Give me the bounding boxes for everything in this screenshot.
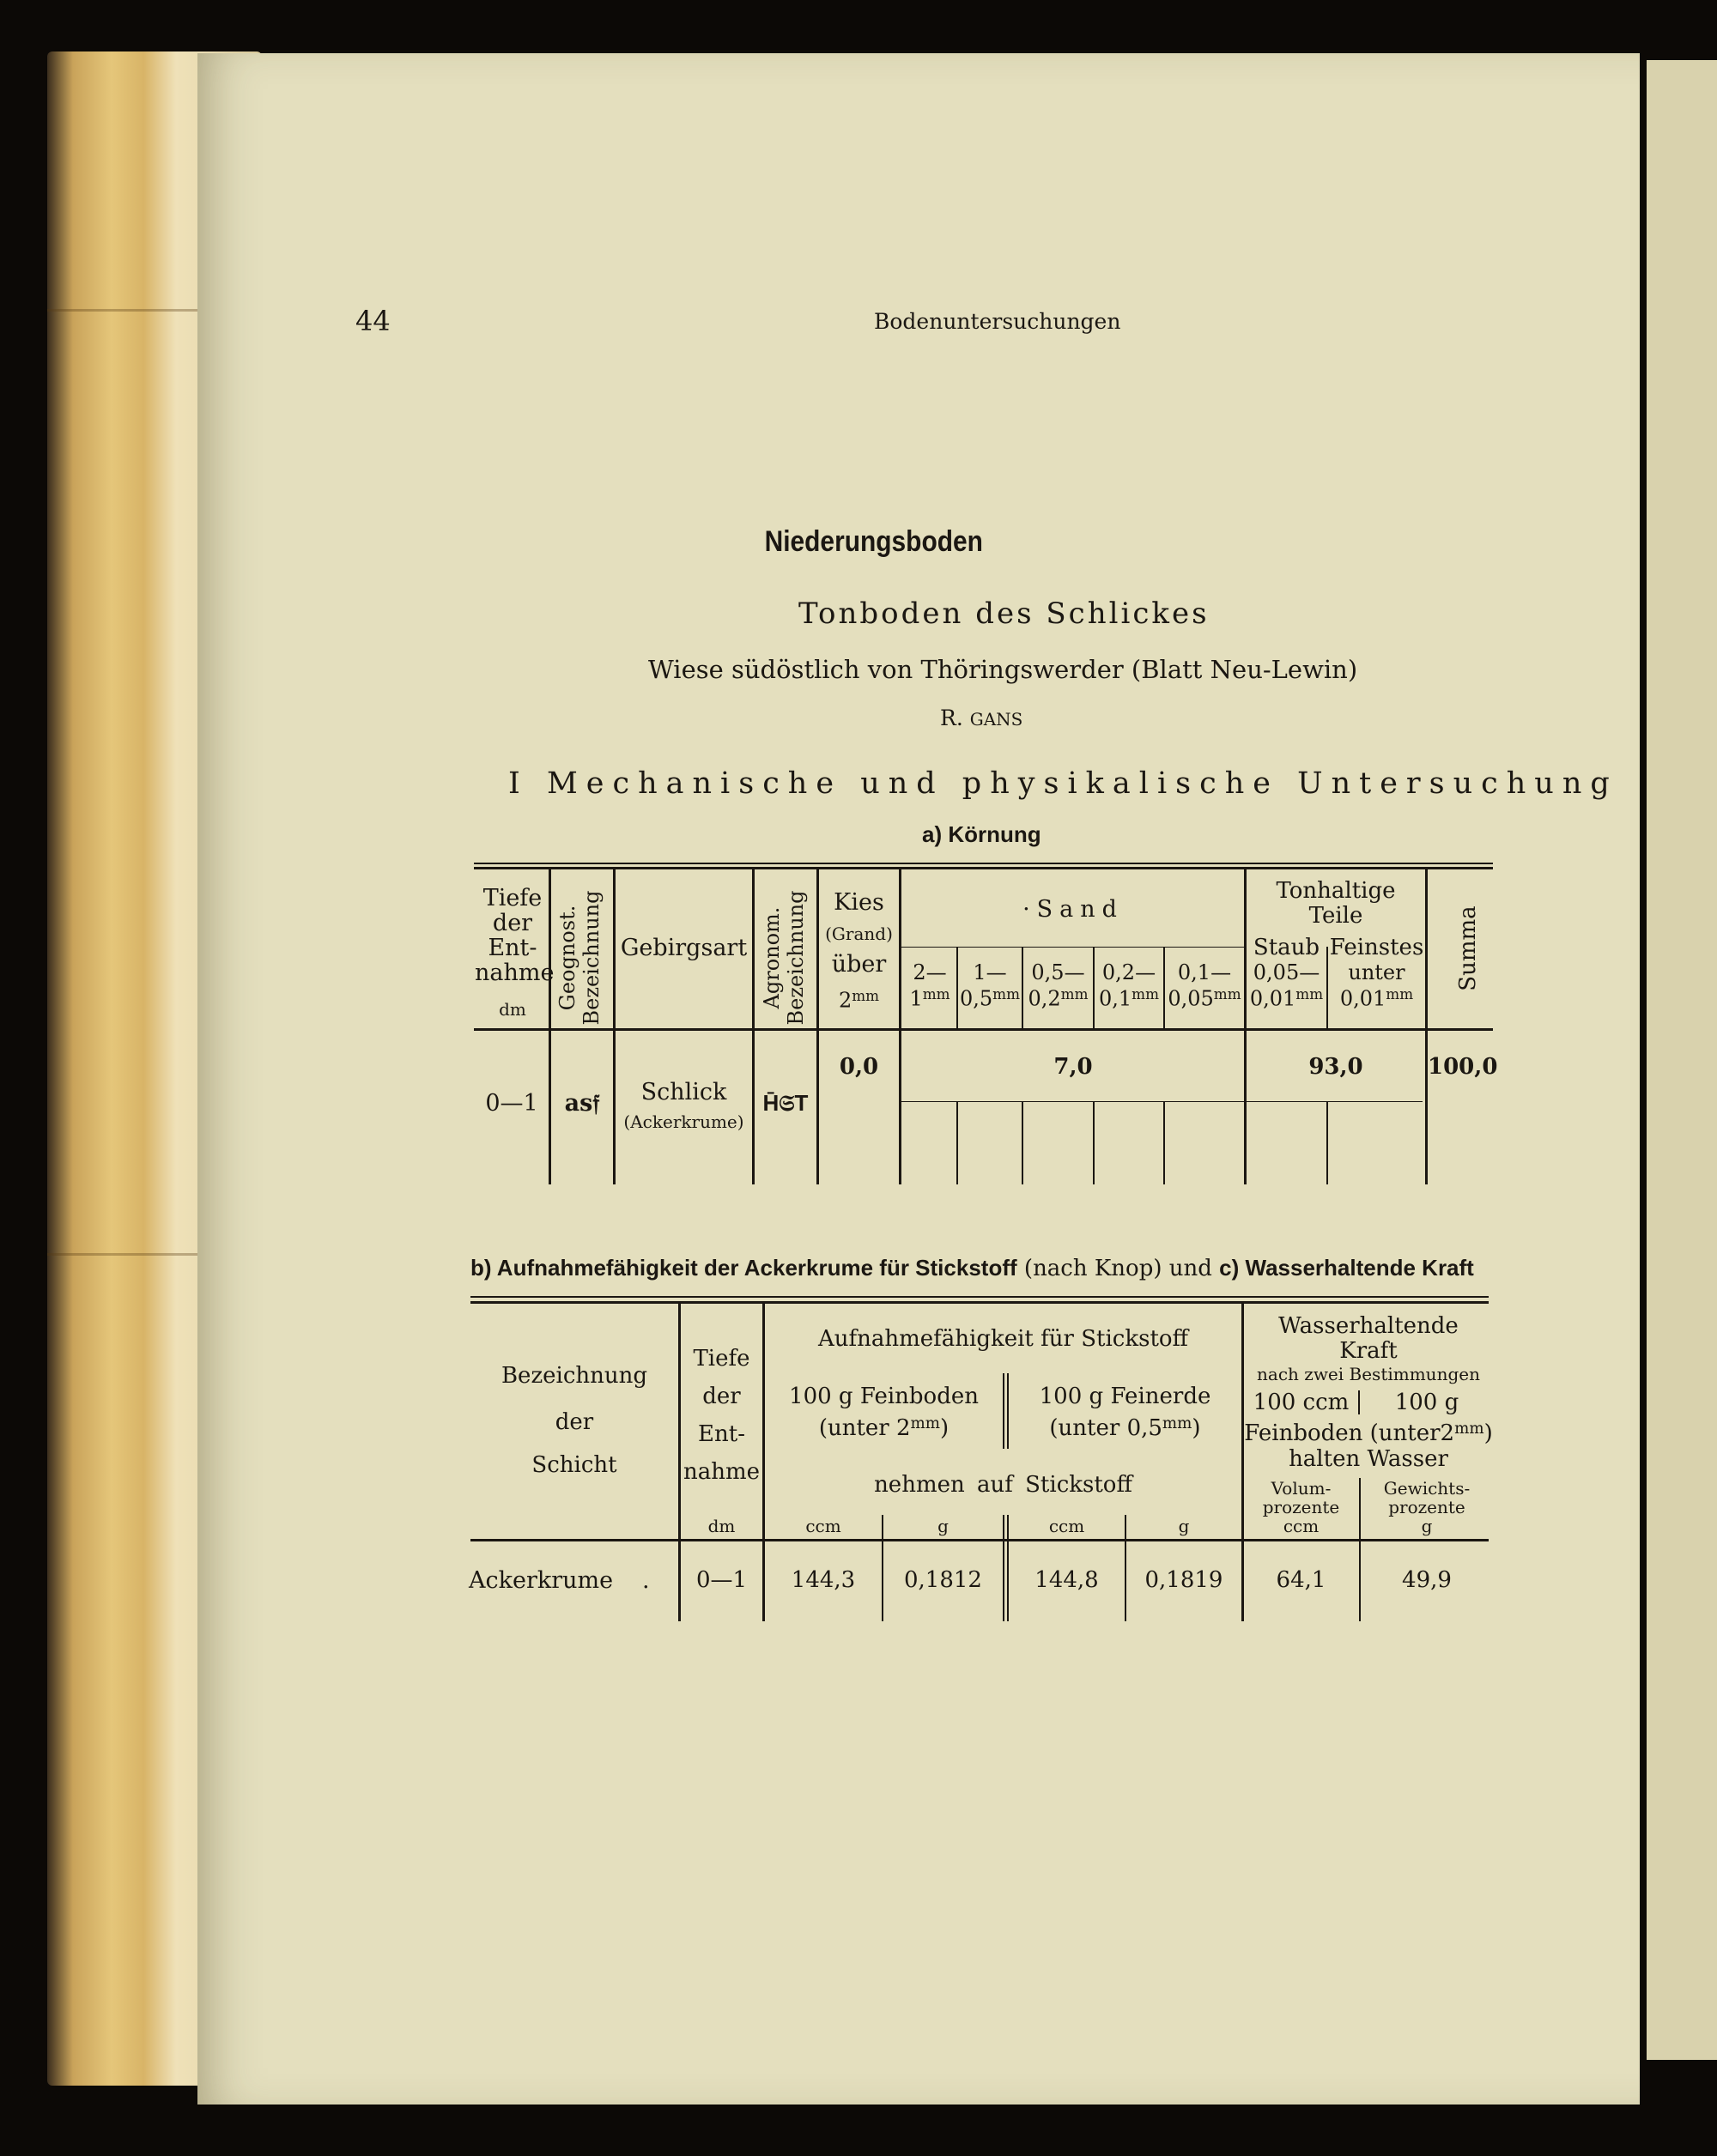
subsection-c-bold: c) Wasserhaltende Kraft: [1219, 1255, 1474, 1281]
subsection-b-bold: b) Aufnahmefähigkeit der Ackerkrume für Stickstoff: [470, 1255, 1017, 1281]
t1-header-staub-unit: mm: [1295, 985, 1324, 1002]
t2-header-erde-2-unit: mm: [1162, 1414, 1192, 1432]
t2-header-tiefe-2: der: [702, 1384, 741, 1409]
t1-header-kies-4: [819, 989, 899, 1011]
t2-header-gew-1: Gewichts-: [1383, 1478, 1471, 1499]
t2-header-wass-feinboden: [1244, 1420, 1493, 1447]
t1-header-sand: ·Sand: [1022, 896, 1124, 923]
t1-header-tiefe-unit: dm: [499, 999, 526, 1020]
subsection-a-heading: a) Körnung: [922, 821, 1041, 847]
adjacent-page: [1647, 60, 1717, 2060]
t1-header-staub-3: [1247, 987, 1326, 1009]
t2-header-wass-feinboden-unit: mm: [1454, 1420, 1484, 1438]
t1-header-tiefe-2: der: [492, 910, 533, 936]
t1-header-geognost-1: Geognost.: [555, 905, 579, 1011]
author: [940, 706, 1022, 730]
sand-col-3-unit: mm: [1060, 985, 1089, 1002]
t1-header-staub-2: 0,05—: [1253, 960, 1320, 984]
t2-header-bez-3: Schicht: [531, 1452, 617, 1478]
section-heading: I Mechanische und physikalische Untersuchung: [508, 766, 1618, 801]
t2-header-gew-2: prozente: [1388, 1497, 1465, 1517]
main-title: Niederungsboden: [764, 525, 983, 558]
sand-col-4-bottom-value: 0,1: [1099, 986, 1132, 1011]
t2-header-bez-2: der: [555, 1409, 594, 1435]
t1-row-gebirgsart-2: (Ackerkrume): [623, 1111, 744, 1132]
t1-header-tiefe-4: nahme: [475, 960, 555, 986]
author-name: GANS: [969, 709, 1023, 730]
t2-header-wass-feinboden-text: Feinboden (unter2: [1244, 1420, 1455, 1447]
t1-header-staub-1: Staub: [1253, 935, 1320, 960]
t2-header-erde-2: [1009, 1414, 1241, 1442]
sand-col-1-bottom: [901, 987, 958, 1009]
t2-row-dot: .: [642, 1567, 650, 1594]
t2-row-tiefe: 0—1: [695, 1567, 748, 1593]
t2-header-boden-2-unit: mm: [910, 1414, 941, 1432]
t1-row-gebirgsart-1: Schlick: [640, 1079, 727, 1105]
t2-header-tiefe-unit: dm: [707, 1516, 736, 1536]
t1-header-kies-4-unit: mm: [852, 987, 880, 1004]
t2-header-aufn: Aufnahmefähigkeit für Stickstoff: [817, 1326, 1189, 1352]
t2-header-wass-feinboden-close: ): [1483, 1420, 1493, 1447]
t2-header-erde-2-close: ): [1192, 1415, 1201, 1442]
t2-unit-g-2: g: [1178, 1516, 1190, 1536]
t2-header-vol-2: prozente: [1262, 1497, 1340, 1517]
t1-header-tiefe-3: Ent-: [488, 935, 537, 961]
location-line: Wiese südöstlich von Thöringswerder (Blatt Neu-Lewin): [648, 655, 1358, 684]
t1-header-geognost-2: Bezeichnung: [579, 890, 604, 1026]
t2-header-wass-2: Kraft: [1339, 1338, 1398, 1364]
t1-header-ton-2: Teile: [1308, 903, 1363, 929]
t2-header-vol-1: Volum-: [1271, 1478, 1332, 1499]
t2-row-v1: 144,3: [791, 1567, 856, 1593]
sand-col-2-bottom: [958, 987, 1022, 1009]
t1-header-agronom-2: Bezeichnung: [784, 890, 808, 1026]
t1-header-kies-2: (Grand): [825, 924, 893, 944]
t2-header-bez-1: Bezeichnung: [501, 1363, 648, 1389]
subsection-b-rest: (nach Knop) und: [1016, 1256, 1220, 1281]
t1-row-geognost: as𝔣: [564, 1090, 600, 1117]
t2-header-tiefe-3: Ent-: [698, 1421, 745, 1447]
t1-row-tiefe: 0—1: [485, 1090, 538, 1117]
t2-header-tiefe-1: Tiefe: [693, 1346, 750, 1372]
t1-header-staub-3-value: 0,01: [1249, 986, 1296, 1011]
t2-header-boden-1: 100 g Feinboden: [789, 1384, 979, 1409]
t2-header-gew-3: g: [1421, 1516, 1433, 1536]
page-number: 44: [355, 305, 391, 337]
sand-col-3-bottom: [1023, 987, 1093, 1009]
t1-header-kies-3: über: [831, 951, 887, 978]
t2-unit-ccm-1: ccm: [805, 1516, 841, 1536]
t1-header-agronom-1: Agronom.: [760, 906, 784, 1009]
sand-col-4-unit: mm: [1132, 985, 1159, 1002]
t2-unit-g-1: g: [937, 1516, 949, 1536]
t2-row-bez: Ackerkrume: [469, 1567, 614, 1594]
t2-header-boden-2-close: ): [940, 1415, 950, 1442]
t2-header-wass-1: Wasserhaltende: [1278, 1313, 1459, 1339]
t1-row-sand: 7,0: [1053, 1054, 1093, 1080]
t2-row-v4: 0,1819: [1144, 1567, 1223, 1593]
sand-col-5-bottom: [1165, 987, 1244, 1009]
sand-col-2-bottom-value: 0,5: [960, 986, 993, 1011]
t2-row-v2: 0,1812: [904, 1567, 982, 1593]
sand-col-4-top: 0,2—: [1101, 960, 1156, 984]
t1-header-fein-3-value: 0,01: [1339, 986, 1386, 1011]
subsection-bc-heading: [470, 1255, 1474, 1281]
t2-header-erde-2-text: (unter 0,5: [1049, 1415, 1162, 1442]
sand-divider-lower: [956, 1101, 958, 1184]
t2-unit-ccm-2: ccm: [1048, 1516, 1085, 1536]
t1-row-summa: 100,0: [1428, 1054, 1498, 1080]
sand-col-3-bottom-value: 0,2: [1028, 986, 1061, 1011]
t1-row-ton: 93,0: [1308, 1054, 1363, 1080]
sand-col-1-unit: mm: [922, 985, 950, 1002]
t2-row-v3: 144,8: [1034, 1567, 1099, 1593]
t2-header-wass-3: nach zwei Bestimmungen: [1257, 1364, 1480, 1384]
sand-col-3-top: 0,5—: [1031, 960, 1085, 984]
t1-header-gebirgsart: Gebirgsart: [620, 935, 748, 961]
running-title: Bodenuntersuchungen: [874, 309, 1121, 334]
t2-header-nehmen: nehmen auf Stickstoff: [874, 1472, 1132, 1498]
t2-header-boden-2-text: (unter 2: [818, 1415, 911, 1442]
t1-header-fein-3: [1328, 987, 1425, 1009]
t2-header-boden-2: [765, 1414, 1003, 1442]
sand-col-5-unit: mm: [1213, 985, 1241, 1002]
t2-header-wass-g: 100 g: [1394, 1390, 1459, 1415]
t1-header-geognost: [555, 885, 604, 1031]
t1-row-agronom: H̄𝔖T: [762, 1090, 809, 1116]
sand-col-2-unit: mm: [992, 985, 1020, 1002]
t2-header-vol-3: ccm: [1283, 1516, 1320, 1536]
sand-col-5-bottom-value: 0,05: [1168, 986, 1214, 1011]
t2-header-wass-ccm: 100 ccm: [1253, 1390, 1350, 1415]
t1-header-kies-4-value: 2: [838, 988, 852, 1013]
t1-header-fein-1: Feinstes: [1329, 935, 1424, 960]
t1-header-tiefe-1: Tiefe: [482, 885, 543, 911]
t1-header-agronom: [760, 885, 808, 1031]
sand-col-2-top: 1—: [973, 960, 1007, 984]
t2-header-tiefe-4: nahme: [683, 1459, 761, 1485]
t2-row-v5: 64,1: [1276, 1567, 1326, 1593]
t1-row-kies: 0,0: [839, 1054, 879, 1080]
t2-header-erde-1: 100 g Feinerde: [1039, 1384, 1211, 1409]
author-initial: R.: [940, 706, 970, 730]
sand-col-4-bottom: [1095, 987, 1163, 1009]
soil-title: Tonboden des Schlickes: [798, 597, 1210, 631]
page: [197, 53, 1640, 2105]
t2-header-wass-halten: halten Wasser: [1289, 1446, 1448, 1472]
sand-col-5-top: 0,1—: [1177, 960, 1232, 984]
t2-row-v6: 49,9: [1402, 1567, 1452, 1593]
t1-header-fein-unit: mm: [1386, 985, 1414, 1002]
t1-header-summa: Summa: [1455, 905, 1481, 991]
t1-header-kies-1: Kies: [834, 889, 884, 916]
t1-header-fein-2: unter: [1348, 960, 1405, 984]
sand-divider: [956, 947, 958, 1028]
sand-col-1-top: 2—: [913, 960, 947, 984]
t1-header-ton-1: Tonhaltige: [1276, 878, 1396, 904]
sand-col-1-bottom-value: 1: [909, 986, 923, 1011]
